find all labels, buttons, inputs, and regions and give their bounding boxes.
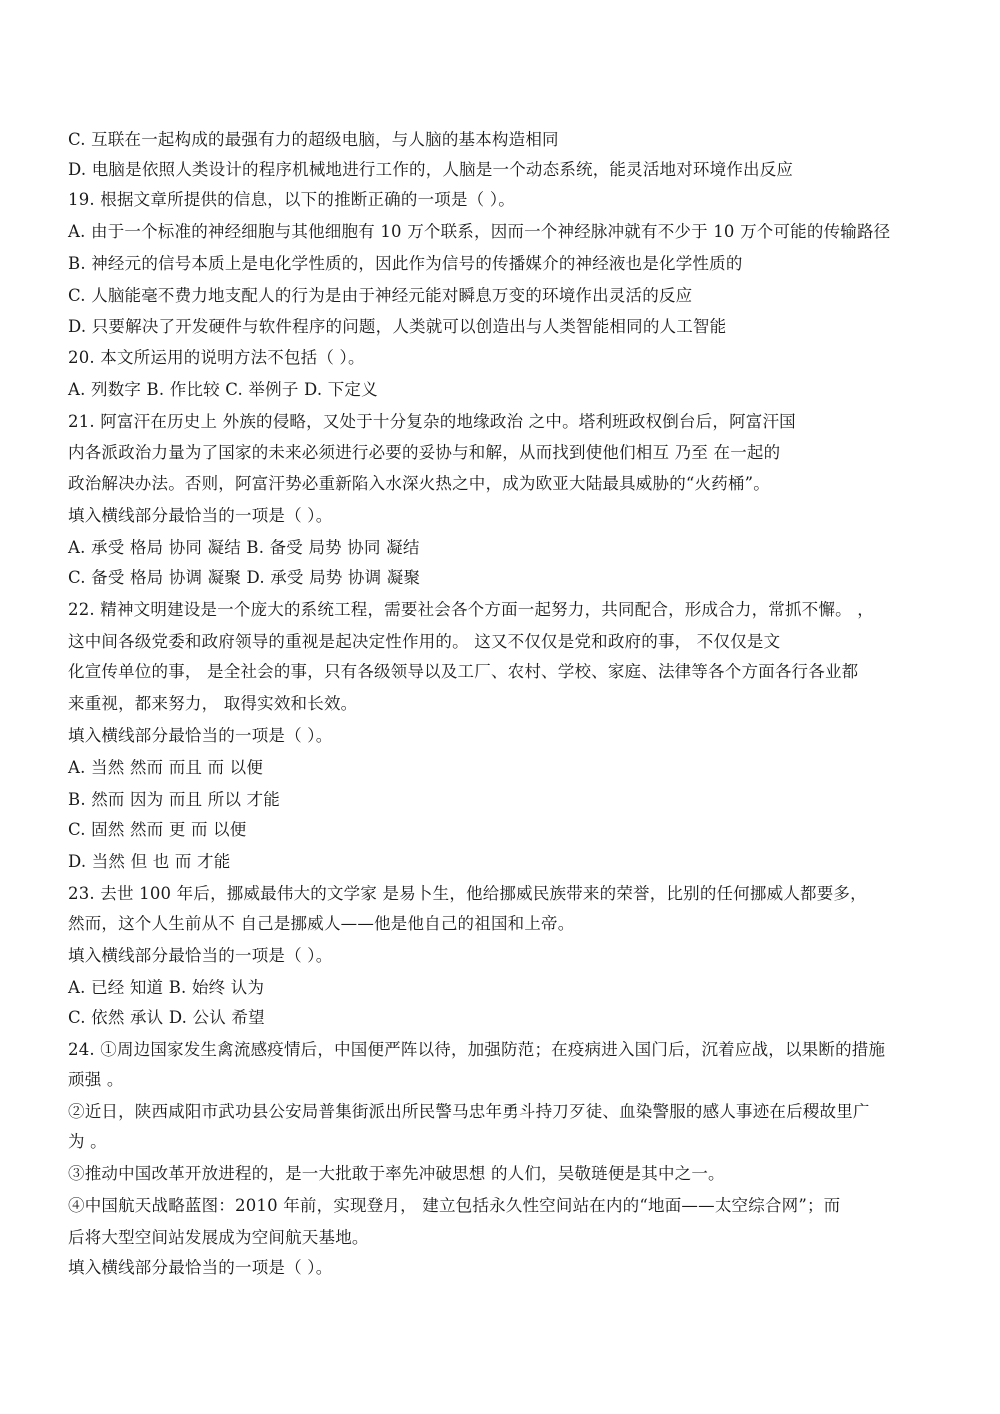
text-line: 23. 去世 100 年后，挪威最伟大的文学家 是易卜生，他给挪威民族带来的荣誉，比别的任何挪威人都要多， <box>68 884 867 903</box>
text-line: 21. 阿富汗在历史上 外族的侵略，又处于十分复杂的地缘政治 之中。塔利班政权倒台后，阿富汗国 <box>68 412 796 431</box>
text-line: 20. 本文所运用的说明方法不包括（ ）。 <box>68 348 365 367</box>
text-line: ④中国航天战略蓝图：2010 年前，实现登月， 建立包括永久性空间站在内的“地面——太空综合网”；而 <box>68 1196 841 1215</box>
text-line: D. 只要解决了开发硬件与软件程序的问题，人类就可以创造出与人类智能相同的人工智能 <box>68 317 727 336</box>
text-line: 填入横线部分最恰当的一项是（ ）。 <box>68 946 333 965</box>
text-line: 来重视，都来努力， 取得实效和长效。 <box>68 694 358 713</box>
text-line: A. 列数字 B. 作比较 C. 举例子 D. 下定义 <box>68 380 378 399</box>
text-line: 内各派政治力量为了国家的未来必须进行必要的妥协与和解，从而找到使他们相互 乃至 在一起的 <box>68 443 781 462</box>
text-line: 这中间各级党委和政府领导的重视是起决定性作用的。 这又不仅仅是党和政府的事， 不仅仅是文 <box>68 632 781 651</box>
text-line: 填入横线部分最恰当的一项是（ ）。 <box>68 726 333 745</box>
text-line: 顽强 。 <box>68 1070 124 1089</box>
text-line: A. 已经 知道 B. 始终 认为 <box>68 978 265 997</box>
text-line: C. 备受 格局 协调 凝聚 D. 承受 局势 协调 凝聚 <box>68 568 421 587</box>
text-line: 22. 精神文明建设是一个庞大的系统工程，需要社会各个方面一起努力，共同配合，形成合力，常抓不懈。 ， <box>68 600 874 619</box>
text-line: 填入横线部分最恰当的一项是（ ）。 <box>68 1258 333 1277</box>
text-line: 24. ①周边国家发生禽流感疫情后，中国便严阵以待，加强防范；在疫病进入国门后，沉着应战，以果断的措施 <box>68 1040 886 1059</box>
text-line: ②近日，陕西咸阳市武功县公安局普集街派出所民警马忠年勇斗持刀歹徒、血染警服的感人事迹在后稷故里广 <box>68 1102 870 1121</box>
text-line: D. 电脑是依照人类设计的程序机械地进行工作的，人脑是一个动态系统，能灵活地对环境作出反应 <box>68 160 794 179</box>
text-line: A. 由于一个标准的神经细胞与其他细胞有 10 万个联系，因而一个神经脉冲就有不少于 10 万个可能的传输路径 <box>68 222 891 241</box>
text-line: 后将大型空间站发展成为空间航天基地。 <box>68 1228 369 1247</box>
text-line: ③推动中国改革开放进程的，是一大批敢于率先冲破思想 的人们，吴敬琏便是其中之一。 <box>68 1164 725 1183</box>
text-line: C. 互联在一起构成的最强有力的超级电脑，与人脑的基本构造相同 <box>68 130 559 149</box>
text-line: C. 依然 承认 D. 公认 希望 <box>68 1008 265 1027</box>
text-line: 化宣传单位的事， 是全社会的事，只有各级领导以及工厂、农村、学校、家庭、法律等各个方面各行各业都 <box>68 662 859 681</box>
text-line: 为 。 <box>68 1132 107 1151</box>
text-line: 19. 根据文章所提供的信息，以下的推断正确的一项是（ ）。 <box>68 190 515 209</box>
text-line: B. 然而 因为 而且 所以 才能 <box>68 790 280 809</box>
text-line: 然而，这个人生前从不 自己是挪威人——他是他自己的祖国和上帝。 <box>68 914 575 933</box>
text-line: D. 当然 但 也 而 才能 <box>68 852 231 871</box>
text-line: C. 固然 然而 更 而 以便 <box>68 820 247 839</box>
text-line: 填入横线部分最恰当的一项是（ ）。 <box>68 506 333 525</box>
text-line: C. 人脑能毫不费力地支配人的行为是由于神经元能对瞬息万变的环境作出灵活的反应 <box>68 286 693 305</box>
text-line: A. 承受 格局 协同 凝结 B. 备受 局势 协同 凝结 <box>68 538 420 557</box>
text-line: 政治解决办法。否则，阿富汗势必重新陷入水深火热之中，成为欧亚大陆最具威胁的“火药桶”。 <box>68 474 770 493</box>
text-line: A. 当然 然而 而且 而 以便 <box>68 758 264 777</box>
text-line: B. 神经元的信号本质上是电化学性质的，因此作为信号的传播媒介的神经液也是化学性质的 <box>68 254 743 273</box>
